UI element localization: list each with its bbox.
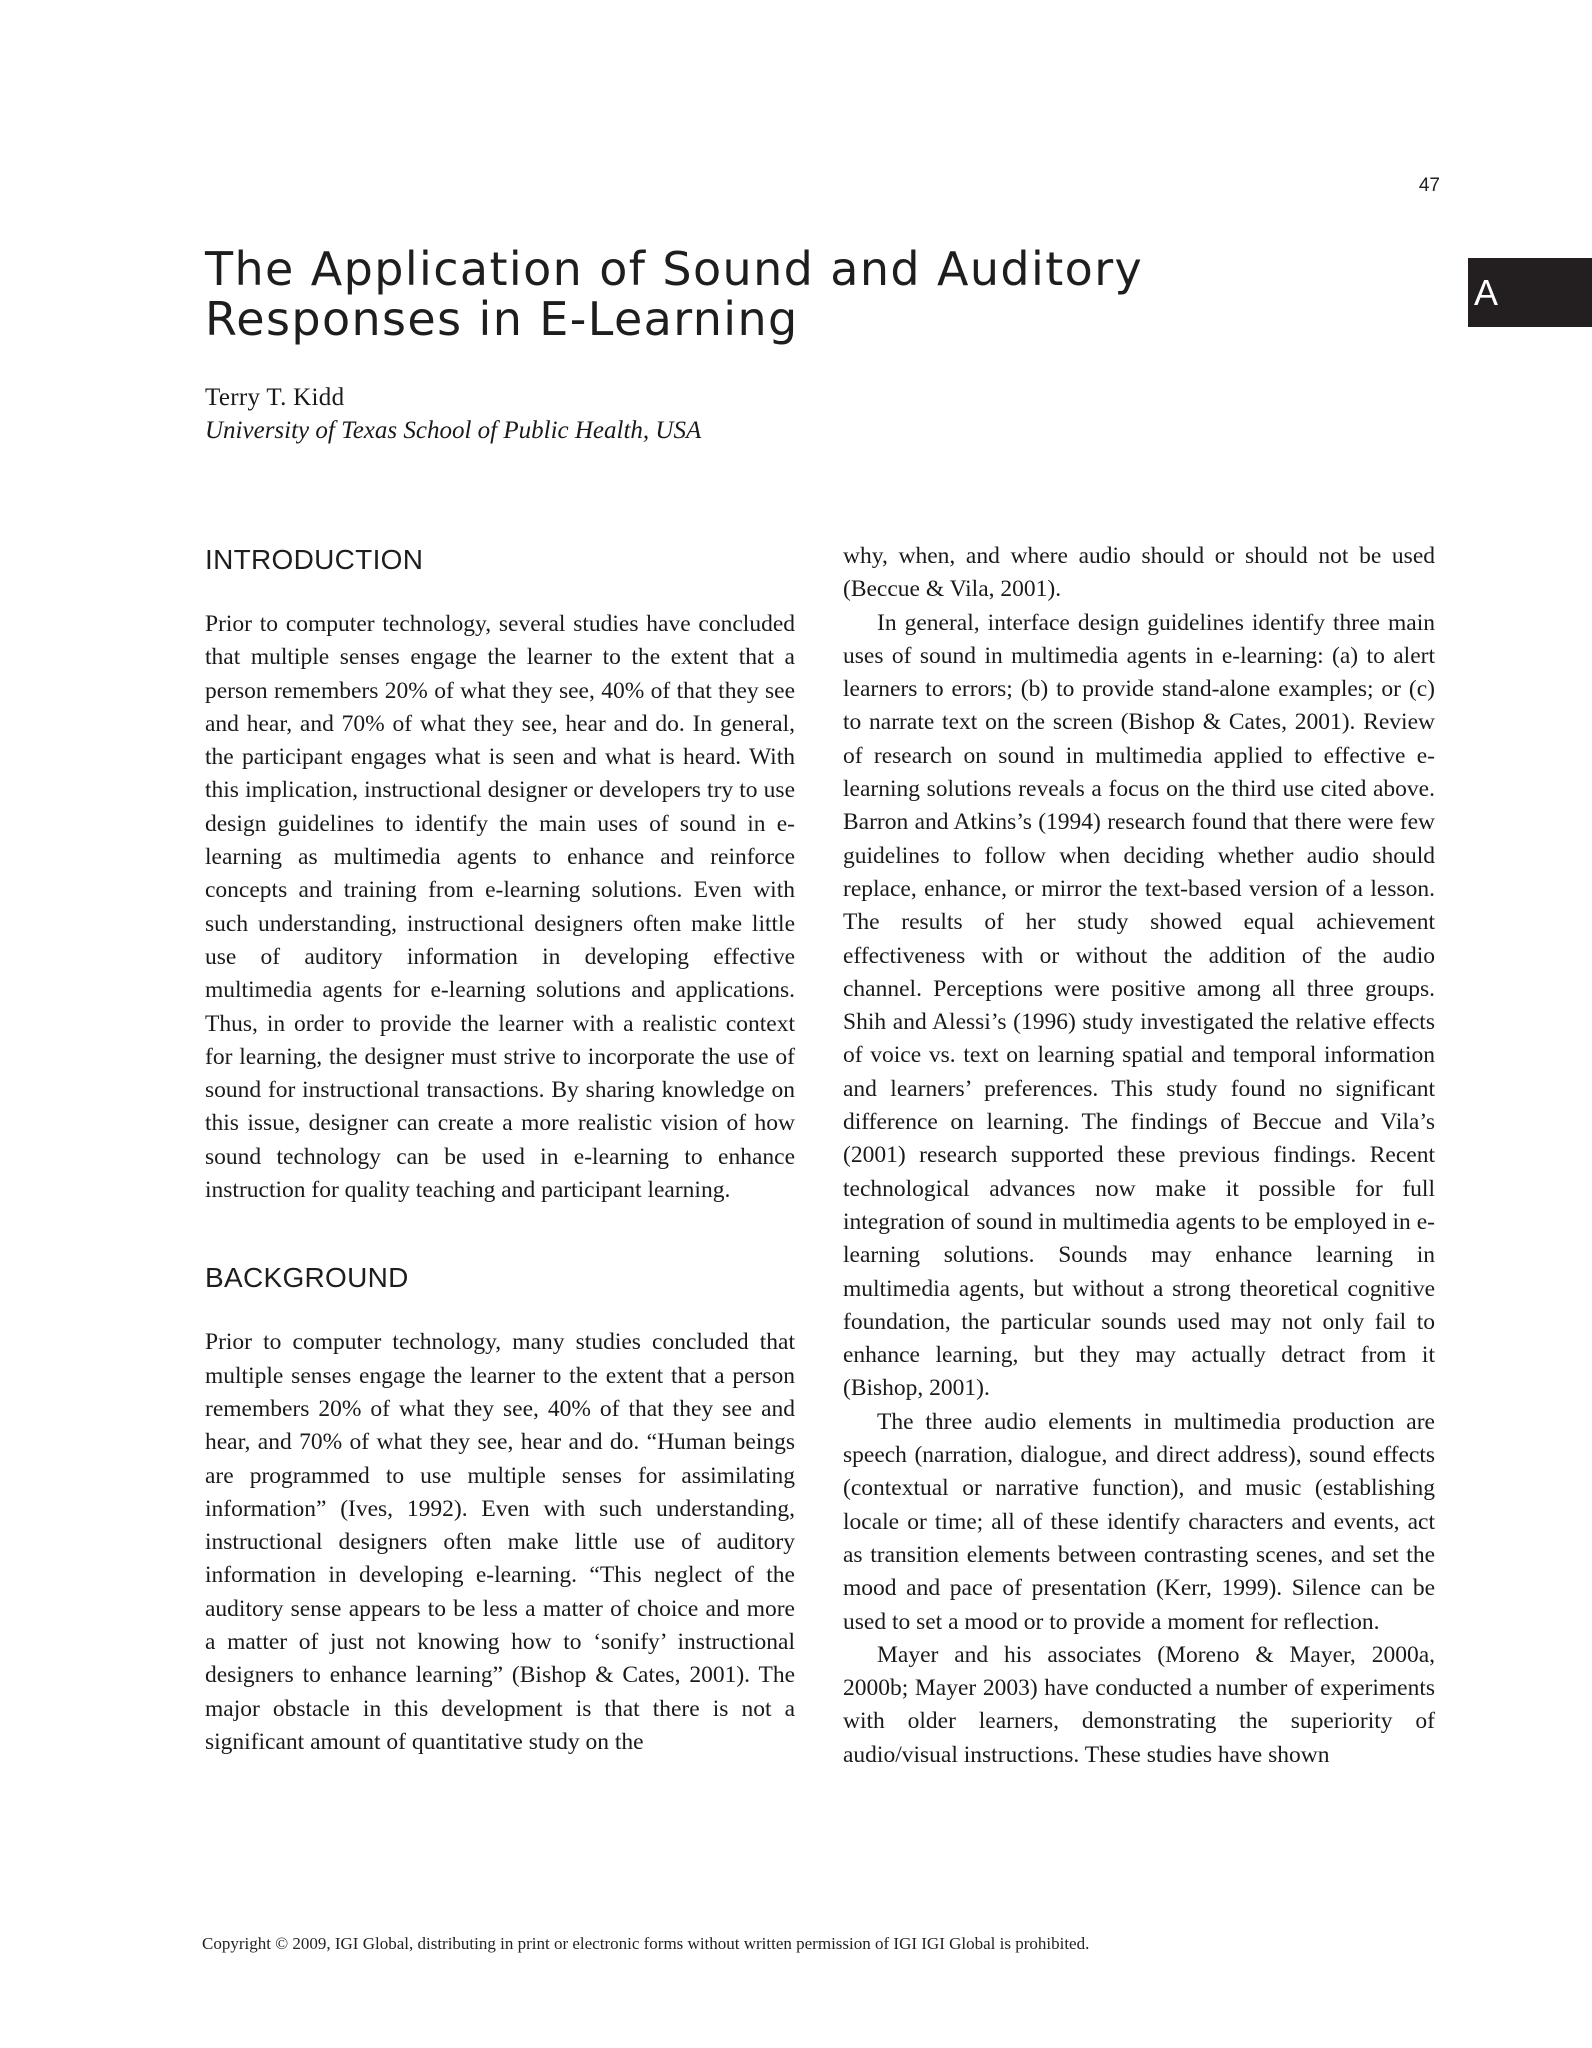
left-column: [205, 540, 795, 1759]
title-line-1: The Application of Sound and Auditory: [205, 242, 1144, 296]
background-paragraph: Prior to computer technology, many studies concluded that multiple senses engage the learner to the extent that a person remembers 20% of what they see, 40% of that they see and hear, and 70% of what they see, hear and do. “Human beings are programmed to use multiple senses for assimilating information” (Ives, 1992). Even with such understanding, instructional designers often make little use of auditory information in developing e-learning. “This neglect of the auditory sense appears to be less a matter of choice and more a matter of just not knowing how to ‘sonify’ instructional designers to enhance learning” (Bishop & Cates, 2001). The major obstacle in this development is that there is not a significant amount of quantitative study on the: [205, 1329, 795, 1755]
author-affiliation: University of Texas School of Public Health, USA: [205, 417, 702, 444]
introduction-paragraph: Prior to computer technology, several studies have concluded that multiple senses engage the learner to the extent that a person remembers 20% of what they see, 40% of that they see and hear, and 70% of what they see, hear and do. In general, the participant engages what is seen and what is heard. With this implication, instructional designer or developers try to use design guidelines to identify the main uses of sound in e-learning as multimedia agents to enhance and reinforce concepts and training from e-learning solutions. Even with such understanding, instructional designers often make little use of auditory information in developing effective multimedia agents for e-learning solutions and applications. Thus, in order to provide the learner with a realistic context for learning, the designer must strive to incorporate the use of sound for instructional transactions. By sharing knowledge on this issue, designer can create a more realistic vision of how sound technology can be used in e-learning to enhance instruction for quality teaching and participant learning.: [205, 611, 795, 1204]
body-paragraph-2: The three audio elements in multimedia production are speech (narration, dialogue, and direct address), sound effects (contextual or narrative function), and music (establishing locale or time; all of these identify characters and events, act as transition elements between contrasting scenes, and set the mood and pace of presentation (Kerr, 1999). Silence can be used to set a mood or to provide a moment for reflection.: [843, 1408, 1435, 1635]
introduction-heading: INTRODUCTION: [205, 544, 424, 575]
background-heading: BACKGROUND: [205, 1262, 409, 1294]
body-paragraph-3: Mayer and his associates (Moreno & Mayer, 2000a, 2000b; Mayer 2003) have conducted a number of experiments with older learners, demonstrating the superiority of audio/visual instructions. These studies have shown: [843, 1641, 1435, 1768]
author-name: Terry T. Kidd: [205, 384, 345, 411]
right-column: [843, 540, 1435, 1772]
copyright-notice: Copyright © 2009, IGI Global, distributing in print or electronic forms without written permission of IGI IGI Global is prohibited.: [202, 1934, 1090, 1953]
title-line-2: Responses in E-Learning: [205, 292, 799, 346]
page-title: [205, 244, 1305, 344]
page-number: 47: [1418, 175, 1440, 196]
continuation-paragraph: why, when, and where audio should or should not be used (Beccue & Vila, 2001).: [843, 543, 1435, 603]
body-paragraph-1: In general, interface design guidelines identify three main uses of sound in multimedia agents in e-learning: (a) to alert learners to errors; (b) to provide stand-alone examples; or (c) to narrate text on the screen (Bishop & Cates, 2001). Review of research on sound in multimedia applied to effective e-learning solutions reveals a focus on the third use cited above. Barron and Atkins’s (1994) research found that there were few guidelines to follow when deciding whether audio should replace, enhance, or mirror the text-based version of a lesson. The results of her study showed equal achievement effectiveness with or without the addition of the audio channel. Perceptions were positive among all three groups. Shih and Alessi’s (1996) study investigated the relative effects of voice vs. text on learning spatial and temporal information and learners’ preferences. This study found no significant difference on learning. The findings of Beccue and Vila’s (2001) research supported these previous findings. Recent technological advances now make it possible for full integration of sound in multimedia agents to be employed in e-learning solutions. Sounds may enhance learning in multimedia agents, but without a strong theoretical cognitive foundation, the particular sounds used may not only fail to enhance learning, but they may actually detract from it (Bishop, 2001).: [843, 609, 1435, 1402]
section-tab: A: [1468, 258, 1592, 327]
